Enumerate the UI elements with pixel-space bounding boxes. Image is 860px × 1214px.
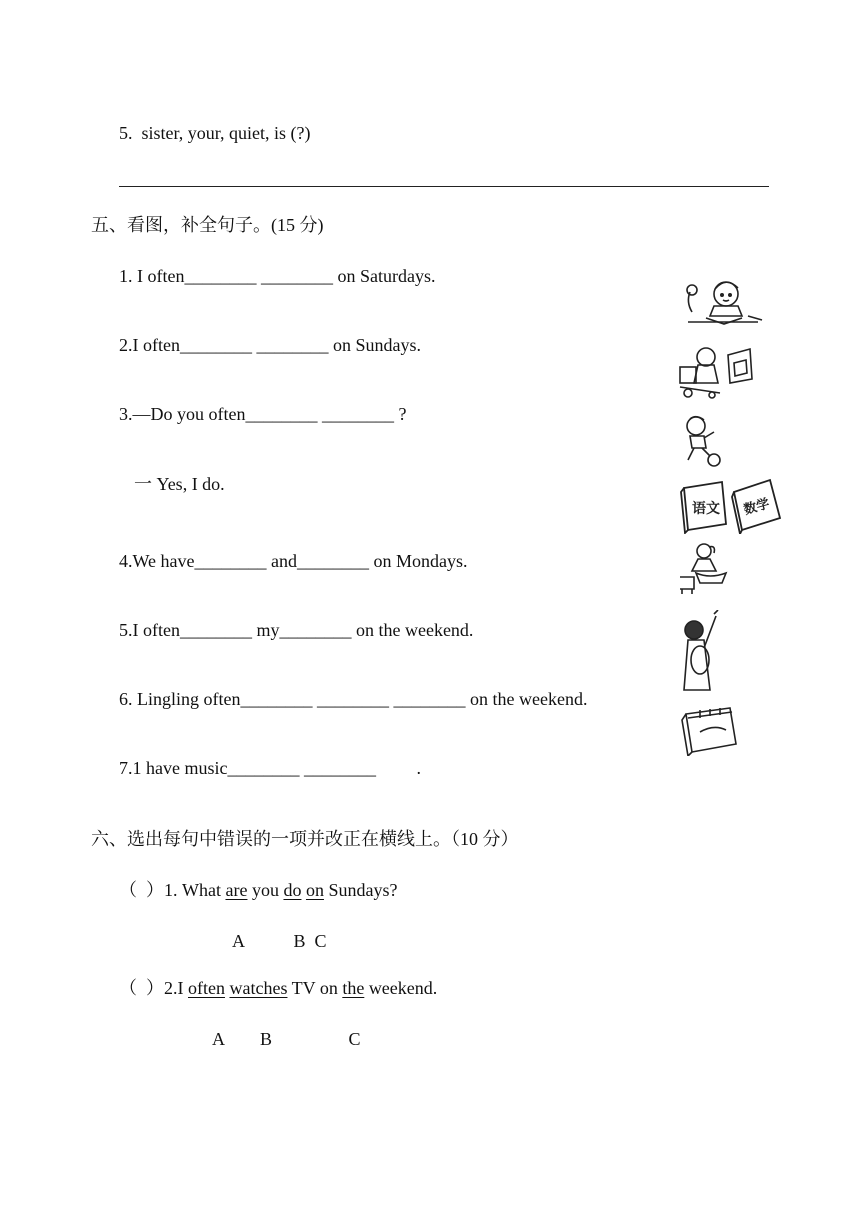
s6-question-2: （ ）2.I often watches TV on the weekend. — [119, 978, 438, 998]
answer-paren[interactable]: （ ） — [119, 978, 164, 998]
s5-item-5: 5.I often________ my________ on the weekend. — [119, 620, 474, 640]
book-label-math: 数学 — [742, 496, 772, 519]
s5-item-6: 6. Lingling often________ ________ ________ on the weekend. — [119, 689, 588, 709]
section-5-title: 五、看图，补全句子。(15 分) — [91, 215, 324, 235]
s5-item-3-answer: 一 Yes, I do. — [134, 474, 225, 494]
option-c: on — [305, 880, 324, 900]
girl-washing-clothes-image — [676, 541, 736, 595]
girl-playing-pipa-image — [678, 610, 726, 694]
s5-item-2: 2.I often________ ________ on Sundays. — [119, 335, 421, 355]
s6-q2-option-letters: A B C — [212, 1029, 361, 1049]
book-label-chinese: 语文 — [692, 501, 720, 517]
s6-q1-option-letters: A B C — [232, 931, 327, 951]
option-b: do — [283, 880, 302, 900]
s5-item-3: 3.—Do you often________ ________ ? — [119, 404, 407, 424]
boy-with-toys-image — [676, 343, 756, 401]
answer-paren[interactable]: （ ） — [119, 880, 164, 900]
question-5: 5. sister, your, quiet, is (?) — [119, 123, 311, 143]
option-a: are — [225, 880, 248, 900]
s5-item-7: 7.1 have music________ ________ . — [119, 758, 421, 778]
option-c: the — [342, 978, 365, 998]
s5-item-1: 1. I often________ ________ on Saturdays. — [119, 266, 436, 286]
s6-question-1: （ ）1. What are you do on Sundays? — [119, 880, 398, 900]
boy-doing-homework-image — [678, 272, 768, 332]
option-b: watches — [229, 978, 288, 998]
section-6-title: 六、选出每句中错误的一项并改正在横线上。（10 分） — [91, 829, 519, 849]
boy-playing-football-image — [678, 414, 722, 468]
calendar-image — [680, 704, 742, 756]
s5-item-4: 4.We have________ and________ on Mondays. — [119, 551, 468, 571]
option-a: often — [188, 978, 225, 998]
chinese-and-math-books-image — [678, 478, 784, 534]
answer-line[interactable] — [119, 186, 769, 187]
